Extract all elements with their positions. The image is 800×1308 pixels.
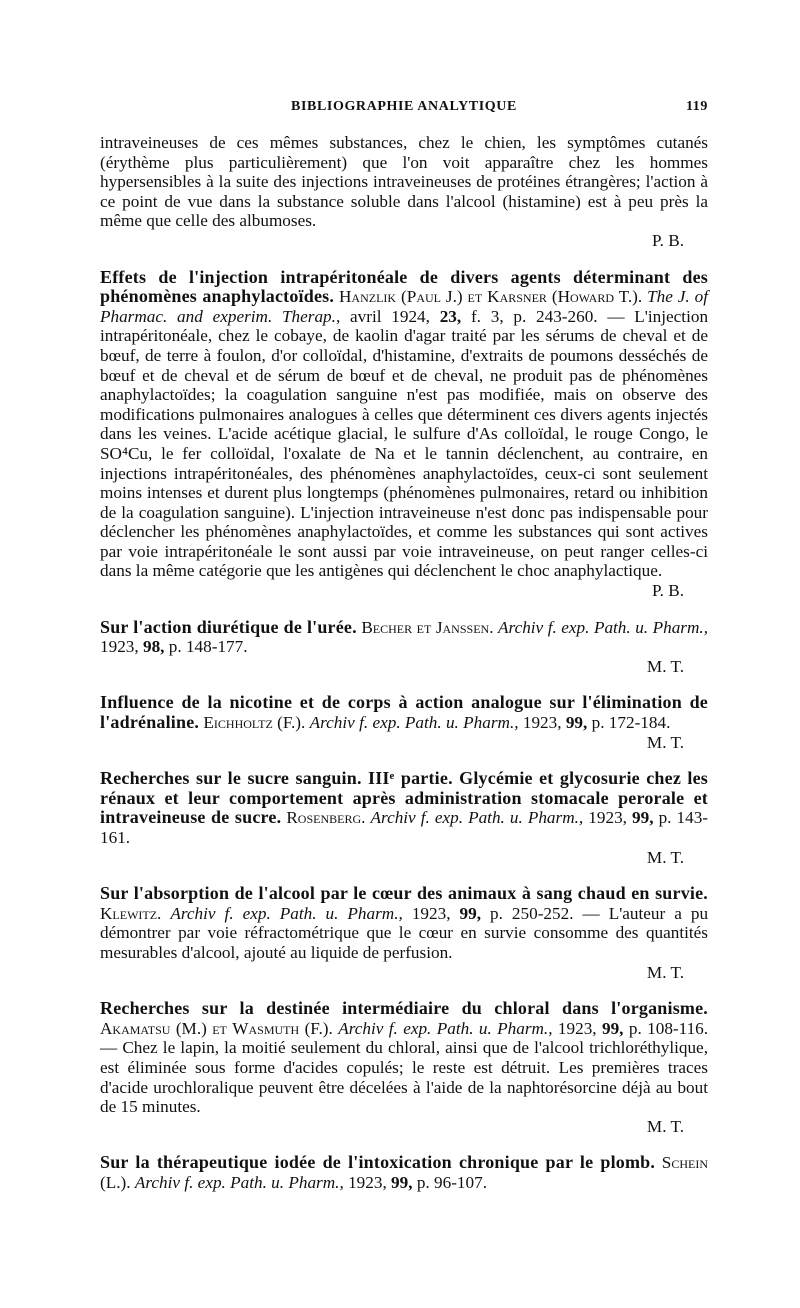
page-range: f. 3, p. 243-260. <box>470 306 598 326</box>
bibliography-entry <box>100 618 708 677</box>
author-name: Karsner <box>487 287 547 307</box>
author-name: Klewitz. <box>100 903 162 923</box>
author-name: Rosenberg. <box>286 808 366 828</box>
author-name: Becher et Janssen. <box>361 617 494 637</box>
journal-name: Archiv f. exp. Path. u. Pharm., <box>170 903 403 923</box>
author-initials: (Paul J.) et <box>401 287 483 307</box>
page-number: 119 <box>685 99 708 114</box>
abstract-text: intraveineuses de ces mêmes substances, chez le chien, les symptômes cutanés (érythème plus particulièrement) que l'on voit apparaître chez les hommes hypersensibles à la suite des injections intraveineuses de protéines étrangères; l'action à ce point de vue dans la substance soluble dans l'alcool (histamine) est à peu près la même que celle des albumoses. <box>100 133 708 231</box>
page-range: p. 148-177. <box>168 637 248 657</box>
bibliography-entry <box>100 884 708 982</box>
volume-number: 99, <box>391 1172 413 1192</box>
reviewer-signature: M. T. <box>646 656 684 676</box>
author-name: Schein <box>661 1153 709 1173</box>
entry-title: Recherches sur le sucre sanguin. IIIᵉ partie. Glycémie et glycosurie chez les rénaux et leur comportement après administration stomacale perorale et intraveineuse de sucre. <box>100 768 708 828</box>
entry-title: Sur la thérapeutique iodée de l'intoxication chronique par le plomb. <box>100 1152 656 1173</box>
author-name: Hanzlik <box>339 287 397 307</box>
journal-name: Archiv f. exp. Path. u. Pharm., <box>134 1172 344 1192</box>
volume-number: 23, <box>439 306 462 326</box>
reviewer-signature: P. B. <box>651 230 684 250</box>
author-initials: (F.). <box>277 713 306 733</box>
author-name: Akamatsu <box>100 1018 171 1038</box>
bibliography-entry <box>100 999 708 1136</box>
publication-year: 1923, <box>100 637 139 657</box>
bibliography-entry <box>100 1153 708 1192</box>
author-initials: (L.). <box>100 1172 131 1192</box>
entry-title: Influence de la nicotine et de corps à action analogue sur l'élimination de l'adrénaline. <box>100 692 708 733</box>
entry-title: Recherches sur la destinée intermédiaire du chloral dans l'organisme. <box>100 998 708 1019</box>
volume-number: 99, <box>459 903 481 923</box>
running-title: BIBLIOGRAPHIE ANALYTIQUE <box>291 99 517 114</box>
volume-number: 99, <box>601 1018 624 1038</box>
page-range: p. 250-252. <box>490 903 574 923</box>
continued-abstract <box>100 133 708 251</box>
page-body <box>100 133 708 1193</box>
entry-title: Effets de l'injection intrapéritonéale de divers agents déterminant des phénomènes anaphylactoïdes. <box>100 266 708 307</box>
volume-number: 98, <box>142 637 165 657</box>
volume-number: 99, <box>632 808 654 828</box>
author-name: Wasmuth <box>232 1018 300 1038</box>
page-range: p. 143-161. <box>100 808 709 847</box>
volume-number: 99, <box>565 713 588 733</box>
publication-year: 1923, <box>588 808 627 828</box>
entry-title: Sur l'action diurétique de l'urée. <box>100 616 357 637</box>
journal-name: The J. of Pharmac. and experim. Therap., <box>100 287 709 326</box>
publication-date: avril 1924, <box>350 306 430 326</box>
page-range: p. 96-107. <box>416 1172 487 1192</box>
reviewer-signature: M. T. <box>646 1116 684 1136</box>
reviewer-signature: M. T. <box>646 732 684 752</box>
abstract-text: — L'injection intrapéritonéale, chez le cobaye, de kaolin d'agar traité par les sérums de cheval et de bœuf, de terre à foulon, d'or colloïdal, d'histamine, d'extraits de poumons desséchés de bœuf et de cheval et de sérum de bœuf et de cheval, ne produit pas de phénomènes anaphylactoïdes; la coagulation sanguine n'est pas modifiée, mais on observe des modifications pulmonaires analogues à celles que déterminent ces divers agents injectés dans les veines. L'acide acétique glacial, le sulfure d'As colloïdal, le rouge Congo, le SO⁴Cu, le fer colloïdal, l'oxalate de Na et le tannin déclenchent, au contraire, en injections intrapéritonéales, des phénomènes anaphylactoïdes, ceux-ci sont seulement moins intenses et durent plus longtemps (phénomènes pulmonaires, retard ou inhibition de la coagulation sanguine). L'injection intraveineuse n'est donc pas indispensable pour déclencher les phénomènes anaphylactoïdes, et comme les substances qui sont actives par voie intrapéritonéale le sont aussi par voie intraveineuse, on peut ranger celles-ci dans la même catégorie que les antigènes qui déclenchent le choc anaphylactique. <box>100 306 709 581</box>
abstract-text: — Chez le lapin, la moitié seulement du chloral, ainsi que de l'alcool trichloréthylique, est éliminée sous forme d'acides copulés; le reste est détruit. Les premières traces d'acide urochloralique peuvent être décelées à l'aide de la naphtorésorcine déjà au bout de 15 minutes. <box>100 1038 708 1117</box>
reviewer-signature: P. B. <box>651 581 684 601</box>
page-range: p. 172-184. <box>591 713 671 733</box>
reviewer-signature: M. T. <box>646 962 684 982</box>
journal-name: Archiv f. exp. Path. u. Pharm., <box>498 617 708 637</box>
bibliography-entry <box>100 693 708 752</box>
author-name: Eichholtz <box>203 713 273 733</box>
publication-year: 1923, <box>557 1018 597 1038</box>
journal-name: Archiv f. exp. Path. u. Pharm., <box>338 1018 553 1038</box>
journal-name: Archiv f. exp. Path. u. Pharm., <box>370 808 584 828</box>
author-initials: (F.). <box>304 1018 333 1038</box>
running-header <box>100 99 708 121</box>
entry-title: Sur l'absorption de l'alcool par le cœur des animaux à sang chaud en survie. <box>100 883 708 904</box>
journal-name: Archiv f. exp. Path. u. Pharm., <box>309 713 519 733</box>
publication-year: 1923, <box>348 1172 387 1192</box>
abstract-text: — L'auteur a pu démontrer par voie réfractométrique que le cœur en survie consomme des quantités mesurables d'alcool, ajouté au liquide de perfusion. <box>100 903 709 962</box>
bibliography-entry <box>100 268 708 601</box>
author-initials: (Howard T.). <box>551 287 643 307</box>
publication-year: 1923, <box>522 713 562 733</box>
author-initials: (M.) et <box>175 1018 227 1038</box>
bibliography-entry <box>100 769 708 867</box>
reviewer-signature: M. T. <box>646 847 684 867</box>
publication-year: 1923, <box>411 903 451 923</box>
page-range: p. 108-116. <box>628 1018 709 1038</box>
